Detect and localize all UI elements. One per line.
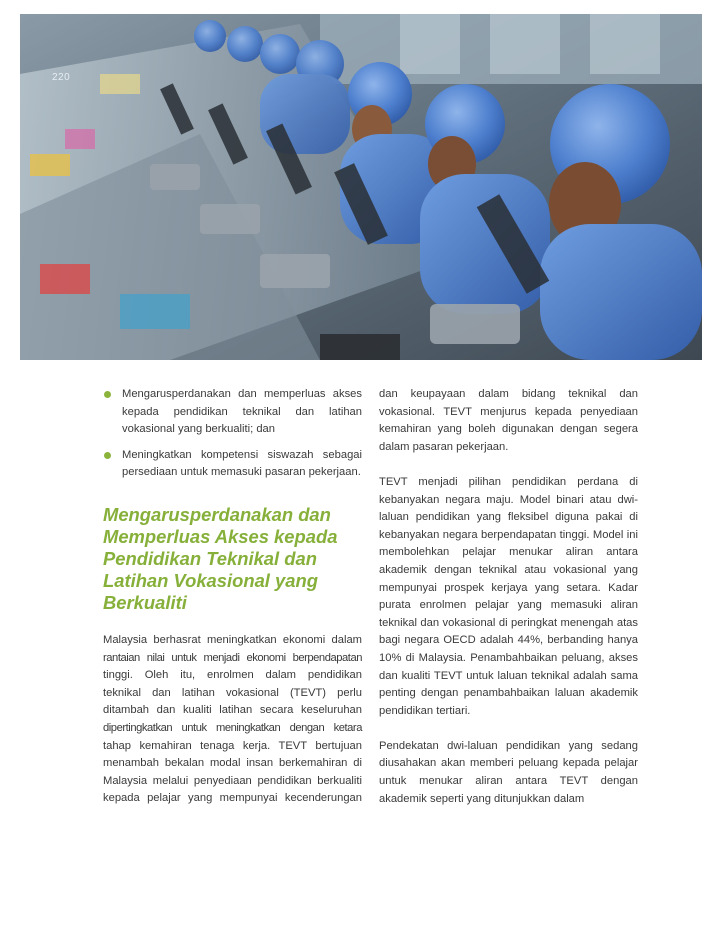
bullet-text: Meningkatkan kompetensi siswazah sebagai persediaan untuk memasuki pasaran pekerjaan. [122, 448, 362, 479]
paragraph-line: kepada pelajar yang mempunyai kecenderungan [103, 792, 362, 805]
bullet-icon [104, 452, 111, 459]
paragraph-line: tinggi. Oleh itu, enrolmen dalam pendidikan [103, 669, 362, 682]
body-paragraph: dan keupayaan dalam bidang teknikal dan vokasional. TEVT menjurus kepada penyediaan kemahiran yang boleh digunakan dengan segera dalam pasaran pekerjaan. [379, 388, 638, 453]
paragraph-line: dipertingkatkan untuk meningkatkan dengan ketara [103, 721, 362, 734]
paragraph-line: Malaysia melalui penyediaan pendidikan berkualiti [103, 774, 362, 787]
body-paragraph: TEVT menjadi pilihan pendidikan perdana di kebanyakan negara maju. Model binari atau dwi-laluan pendidikan yang fleksibel diguna pakai di kebanyakan negara berpendapatan tinggi. Model ini membolehkan pelajar menukar aliran antara akademik dengan teknikal atau vokasional yang mempunyai prospek kerjaya yang setara. Kadar purata enrolmen pelajar yang memasuki aliran teknikal dan vokasional di peringkat menengah atas bagi negara OECD adalah 44%, berbanding hanya 10% di Malaysia. Penambahbaikan peluang, akses dan kualiti TEVT untuk laluan teknikal adalah sama penting dengan penambahbaikan laluan akademik pendidikan tertiari. [379, 475, 638, 717]
list-item [103, 386, 362, 439]
body-paragraph: Pendekatan dwi-laluan pendidikan yang sedang diusahakan akan memberi peluang kepada pelajar untuk menukar aliran antara TEVT dengan akademik seperti yang ditunjukkan dalam [379, 739, 638, 805]
paragraph-line: menambah bekalan modal insan berkemahiran di [103, 757, 362, 770]
microscope-lab-photo-icon [20, 14, 702, 360]
lab-photo [20, 14, 702, 360]
bullet-list [103, 386, 362, 482]
left-column [103, 386, 362, 808]
paragraph-line: tahap kemahiran tenaga kerja. TEVT bertujuan [103, 739, 362, 752]
bullet-icon [104, 391, 111, 398]
paragraph-line: ditambah dan kualiti latihan secara keseluruhan [103, 704, 362, 717]
right-column [379, 386, 638, 826]
paragraph-line: rantaian nilai untuk menjadi ekonomi berpendapatan [103, 651, 362, 664]
page-number: 220 [52, 72, 71, 83]
section-heading: Mengarusperdanakan dan Memperluas Akses kepada Pendidikan Teknikal dan Latihan Vokasional yang Berkualiti [103, 503, 338, 613]
paragraph-line: Malaysia berhasrat meningkatkan ekonomi dalam [103, 633, 362, 646]
body-paragraph [103, 632, 362, 808]
list-item [103, 447, 362, 482]
paragraph-line: teknikal dan latihan vokasional (TEVT) perlu [103, 686, 362, 699]
bullet-text: Mengarusperdanakan dan memperluas akses kepada pendidikan teknikal dan latihan vokasional yang berkualiti; dan [122, 388, 362, 436]
